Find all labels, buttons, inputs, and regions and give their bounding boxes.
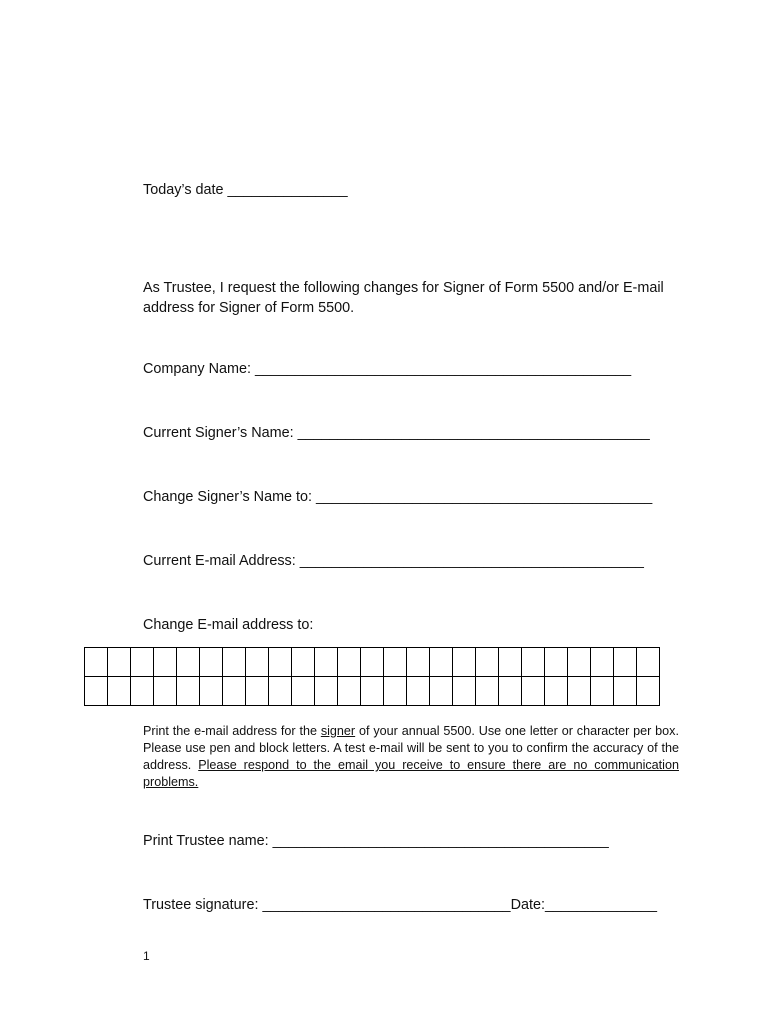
email-char-box[interactable]	[131, 677, 154, 706]
email-char-box[interactable]	[269, 677, 292, 706]
email-char-box[interactable]	[154, 648, 177, 677]
email-char-box[interactable]	[499, 677, 522, 706]
change-email-label: Change E-mail address to:	[143, 617, 314, 633]
current-email-field[interactable]: Current E-mail Address: ___________________________________________	[143, 553, 644, 569]
current-signer-name-field[interactable]: Current Signer’s Name: ____________________________________________	[143, 425, 650, 441]
email-char-box[interactable]	[223, 648, 246, 677]
email-char-box[interactable]	[292, 648, 315, 677]
email-char-box[interactable]	[522, 648, 545, 677]
email-char-box[interactable]	[154, 677, 177, 706]
todays-date-field[interactable]: Today’s date _______________	[143, 182, 348, 198]
email-char-box[interactable]	[614, 677, 637, 706]
email-char-box[interactable]	[361, 648, 384, 677]
email-char-box[interactable]	[131, 648, 154, 677]
email-char-box[interactable]	[177, 648, 200, 677]
grid-row	[85, 677, 660, 706]
email-char-box[interactable]	[407, 677, 430, 706]
email-char-box[interactable]	[246, 648, 269, 677]
email-char-box[interactable]	[338, 677, 361, 706]
email-char-box[interactable]	[108, 648, 131, 677]
signature-date-field[interactable]: Date:______________	[510, 897, 658, 913]
email-char-box[interactable]	[476, 677, 499, 706]
email-char-box[interactable]	[568, 677, 591, 706]
instructions-underlined-note: Please respond to the email you receive to ensure there are no communication problems.	[143, 758, 679, 789]
signer-word: signer	[320, 724, 356, 738]
email-char-box[interactable]	[545, 648, 568, 677]
company-name-field[interactable]: Company Name: _______________________________________________	[143, 361, 632, 377]
trustee-signature-field[interactable]	[143, 897, 657, 913]
request-statement: As Trustee, I request the following changes for Signer of Form 5500 and/or E-mail address for Signer of Form 5500.	[143, 280, 664, 316]
email-character-grid[interactable]	[84, 647, 660, 706]
email-char-box[interactable]	[522, 677, 545, 706]
email-char-box[interactable]	[384, 677, 407, 706]
instructions-text-1: Print the e-mail address for the	[143, 724, 321, 738]
email-char-box[interactable]	[200, 648, 223, 677]
email-char-box[interactable]	[85, 677, 108, 706]
email-char-box[interactable]	[407, 648, 430, 677]
email-char-box[interactable]	[384, 648, 407, 677]
email-char-box[interactable]	[453, 648, 476, 677]
email-char-box[interactable]	[591, 677, 614, 706]
trustee-name-field[interactable]: Print Trustee name: __________________________________________	[143, 833, 609, 849]
email-char-box[interactable]	[315, 648, 338, 677]
email-instructions	[143, 723, 679, 791]
email-char-box[interactable]	[108, 677, 131, 706]
email-char-box[interactable]	[637, 677, 660, 706]
email-char-box[interactable]	[568, 648, 591, 677]
email-char-box[interactable]	[177, 677, 200, 706]
email-char-box[interactable]	[338, 648, 361, 677]
email-char-box[interactable]	[430, 648, 453, 677]
instructions-text-2: of your annual 5500. Use one letter or character per box. Please use pen and block letters. A test e-mail will be sent to you to confirm the accuracy of the address.	[143, 724, 679, 772]
email-char-box[interactable]	[637, 648, 660, 677]
email-char-box[interactable]	[200, 677, 223, 706]
email-char-box[interactable]	[361, 677, 384, 706]
email-char-box[interactable]	[430, 677, 453, 706]
email-char-box[interactable]	[476, 648, 499, 677]
trustee-signature-line[interactable]: Trustee signature: _______________________________	[143, 897, 511, 913]
email-char-box[interactable]	[292, 677, 315, 706]
email-char-box[interactable]	[269, 648, 292, 677]
email-char-box[interactable]	[614, 648, 637, 677]
email-char-box[interactable]	[499, 648, 522, 677]
email-char-box[interactable]	[315, 677, 338, 706]
email-char-box[interactable]	[591, 648, 614, 677]
email-char-box[interactable]	[246, 677, 269, 706]
email-char-box[interactable]	[453, 677, 476, 706]
change-signer-name-field[interactable]: Change Signer’s Name to: __________________________________________	[143, 489, 653, 505]
email-char-box[interactable]	[85, 648, 108, 677]
email-char-box[interactable]	[545, 677, 568, 706]
page-number: 1	[143, 949, 150, 963]
grid-row	[85, 648, 660, 677]
email-char-box[interactable]	[223, 677, 246, 706]
